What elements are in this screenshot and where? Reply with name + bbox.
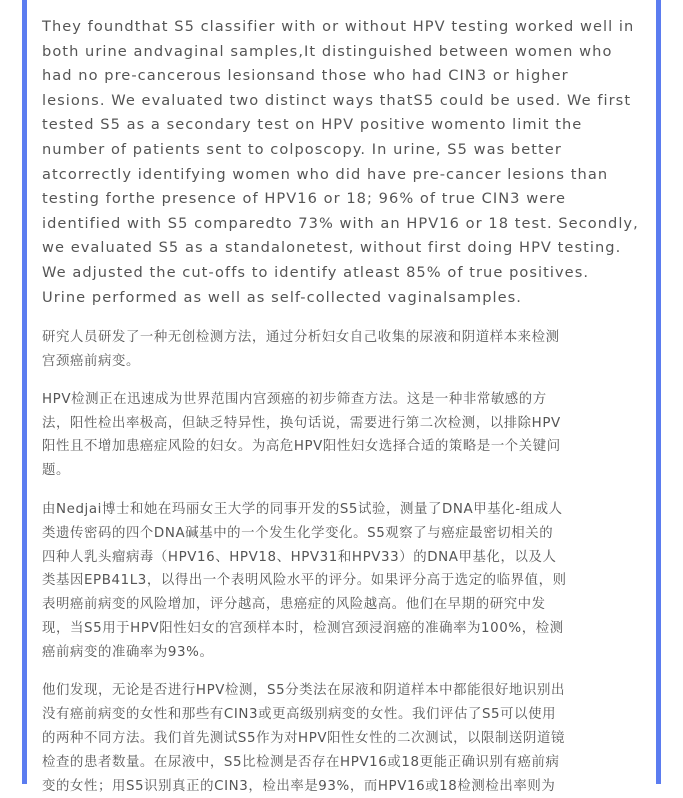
text-line: we evaluated S5 as a standalonetest, without first doing HPV testing. <box>42 239 622 257</box>
text-line: We adjusted the cut-offs to identify atleast 85% of true positives. <box>42 263 590 281</box>
chinese-paragraph-hpv <box>42 388 640 483</box>
text-line: 检查的患者数量。在尿液中，S5比检测是否存在HPV16或18更能正确识别有癌前病 <box>42 754 560 770</box>
text-line: 宫颈癌前病变。 <box>42 353 140 369</box>
text-line: lesions. We evaluated two distinct ways thatS5 could be used. We first <box>42 91 632 109</box>
text-line: 癌前病变的准确率为93%。 <box>42 644 214 660</box>
text-line: 题。 <box>42 463 70 479</box>
text-line: 法，阳性检出率极高，但缺乏特异性，换句话说，需要进行第二次检测，以排除HPV <box>42 415 561 431</box>
text-line: had no pre-cancerous lesionsand those who had CIN3 or higher <box>42 67 569 85</box>
text-line: 类基因EPB41L3，以得出一个表明风险水平的评分。如果评分高于选定的临界值，则 <box>42 573 567 589</box>
text-line: 他们发现，无论是否进行HPV检测，S5分类法在尿液和阴道样本中都能很好地识别出 <box>42 683 566 699</box>
chinese-paragraph-findings <box>42 679 640 798</box>
text-line: 阳性且不增加患癌症风险的妇女。为高危HPV阳性妇女选择合适的策略是一个关键问 <box>42 439 561 455</box>
text-line: 现，当S5用于HPV阳性妇女的宫颈样本时，检测宫颈浸润癌的准确率为100%，检测 <box>42 620 564 636</box>
chinese-paragraph-s5-test <box>42 498 640 665</box>
text-line: 研究人员研发了一种无创检测方法，通过分析妇女自己收集的尿液和阴道样本来检测 <box>42 330 560 346</box>
text-line: They foundthat S5 classifier with or without HPV testing worked well in <box>42 18 635 35</box>
text-line: 类遗传密码的四个DNA碱基中的一个发生化学变化。S5观察了与癌症最密切相关的 <box>42 525 554 541</box>
text-line: Urine performed as well as self-collected vaginalsamples. <box>42 288 522 306</box>
text-line: identified with S5 comparedto 73% with an HPV16 or 18 test. Secondly, <box>42 214 639 232</box>
text-line: atcorrectly identifying women who did have pre-cancer lesions than <box>42 165 609 183</box>
text-line: tested S5 as a secondary test on HPV positive womento limit the <box>42 116 583 134</box>
text-line: number of patients sent to colposcopy. In urine, S5 was better <box>42 140 562 158</box>
text-line: 四种人乳头瘤病毒（HPV16、HPV18、HPV31和HPV33）的DNA甲基化，以及人 <box>42 549 557 565</box>
text-line: testing forthe presence of HPV16 or 18; 96% of true CIN3 were <box>42 190 566 208</box>
text-line: HPV检测正在迅速成为世界范围内宫颈癌的初步筛查方法。这是一种非常敏感的方 <box>42 391 547 407</box>
article-content <box>42 0 640 798</box>
text-line: 的两种不同方法。我们首先测试S5作为对HPV阳性女性的二次测试，以限制送阴道镜 <box>42 731 566 747</box>
text-line: 由Nedjai博士和她在玛丽女王大学的同事开发的S5试验，测量了DNA甲基化-组成人 <box>42 501 563 517</box>
english-paragraph <box>42 12 640 310</box>
text-line: 没有癌前病变的女性和那些有CIN3或更高级别病变的女性。我们评估了S5可以使用 <box>42 707 557 723</box>
chinese-paragraph-summary <box>42 326 640 374</box>
text-line: both urine andvaginal samples,It distinguished between women who <box>42 42 613 60</box>
text-line: 表明癌前病变的风险增加，评分越高，患癌症的风险越高。他们在早期的研究中发 <box>42 597 546 613</box>
text-line: 变的女性；用S5识别真正的CIN3，检出率是93%，而HPV16或18检测检出率则为 <box>42 778 556 794</box>
